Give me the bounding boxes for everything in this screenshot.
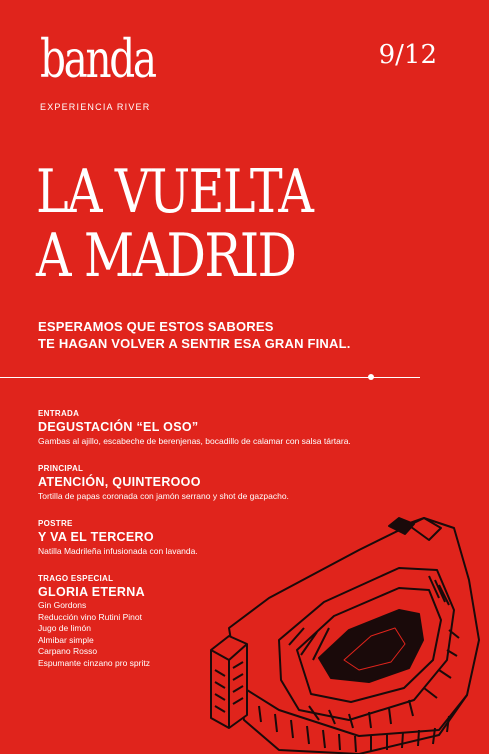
- ingredient-item: Jugo de limón: [38, 623, 91, 633]
- course-principal: [38, 463, 458, 502]
- ingredient-item: Carpano Rosso: [38, 646, 98, 656]
- course-entrada: [38, 408, 458, 447]
- title-line-1: LA VUELTA: [36, 157, 313, 227]
- divider-dot: [368, 374, 374, 380]
- subtitle-line-2: TE HAGAN VOLVER A SENTIR ESA GRAN FINAL.: [38, 336, 351, 351]
- course-name: GLORIA ETERNA: [38, 585, 145, 599]
- brand-subtitle: EXPERIENCIA RIVER: [40, 102, 151, 112]
- title-line-2: A MADRID: [36, 221, 296, 291]
- brand-logo: [40, 30, 155, 112]
- course-name: Y VA EL TERCERO: [38, 530, 154, 544]
- ingredient-item: Almibar simple: [38, 634, 94, 645]
- ingredient-item: Gin Gordons: [38, 600, 87, 610]
- brand-name: banda: [40, 30, 155, 90]
- ingredient-item: Espumante cinzano pro spritz: [38, 657, 150, 668]
- event-date: 9/12: [378, 40, 437, 70]
- course-label: ENTRADA: [38, 409, 80, 418]
- ingredient-item: Reducción vino Rutini Pinot: [38, 611, 142, 622]
- page-subtitle: [38, 318, 438, 352]
- course-name: DEGUSTACIÓN “EL OSO”: [38, 420, 199, 434]
- course-description: Natilla Madrileña infusionada con lavanda.: [38, 546, 198, 556]
- course-description: Tortilla de papas coronada con jamón serrano y shot de gazpacho.: [38, 491, 289, 501]
- subtitle-line-1: ESPERAMOS QUE ESTOS SABORES: [38, 319, 274, 334]
- course-label: PRINCIPAL: [38, 464, 84, 473]
- course-name: ATENCIÓN, QUINTEROOO: [38, 475, 201, 489]
- stadium-icon: [209, 510, 489, 754]
- course-description: Gambas al ajillo, escabeche de berenjenas, bocadillo de calamar con salsa tártara.: [38, 436, 351, 446]
- course-label: POSTRE: [38, 519, 73, 528]
- divider-line: [0, 377, 420, 378]
- course-label: TRAGO ESPECIAL: [38, 574, 114, 583]
- page-title: [36, 157, 389, 291]
